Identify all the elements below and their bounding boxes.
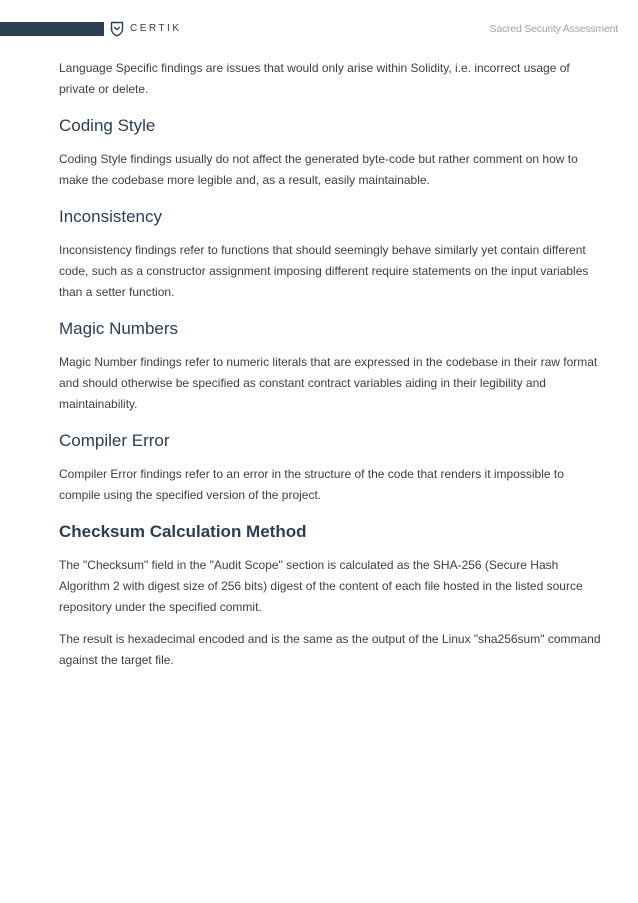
brand-name: CERTIK [130, 23, 182, 34]
section-paragraph: Magic Number findings refer to numeric literals that are expressed in the codebase in their raw format and should otherwise be specified as constant contract variables aiding in their legibility and maintainability. [59, 355, 598, 411]
header-accent-bar [0, 22, 104, 36]
page-header [0, 0, 638, 56]
certik-shield-icon [110, 21, 124, 37]
section-paragraph: Coding Style findings usually do not affect the generated byte-code but rather comment on how to make the codebase more legible and, as a result, easily maintainable. [59, 152, 578, 187]
document-body [59, 58, 604, 671]
section-magic-numbers [59, 318, 604, 415]
section-heading: Compiler Error [59, 431, 170, 450]
section-compiler-error [59, 430, 604, 506]
checksum-heading: Checksum Calculation Method [59, 522, 307, 541]
section-paragraph: Compiler Error findings refer to an error in the structure of the code that renders it impossible to compile using the specified version of the project. [59, 467, 564, 502]
section-inconsistency [59, 206, 604, 303]
section-heading: Magic Numbers [59, 319, 179, 338]
checksum-paragraph: The "Checksum" field in the "Audit Scope" section is calculated as the SHA-256 (Secure Hash Algorithm 2 with digest size of 256 bits) digest of the content of each file hosted in the listed source repository under the specified commit. [59, 558, 583, 614]
section-heading: Coding Style [59, 116, 156, 135]
document-title: Sacred Security Assessment [489, 23, 618, 35]
section-paragraph: Inconsistency findings refer to functions that should seemingly behave similarly yet contain different code, such as a constructor assignment imposing different require statements on the input variables than a setter function. [59, 243, 589, 299]
certik-logo [110, 20, 182, 38]
intro-paragraph: Language Specific findings are issues that would only arise within Solidity, i.e. incorrect usage of private or delete. [59, 61, 570, 96]
section-checksum-method [59, 521, 604, 671]
section-heading: Inconsistency [59, 207, 162, 226]
section-coding-style [59, 115, 604, 191]
checksum-paragraph: The result is hexadecimal encoded and is the same as the output of the Linux "sha256sum" command against the target file. [59, 632, 601, 667]
